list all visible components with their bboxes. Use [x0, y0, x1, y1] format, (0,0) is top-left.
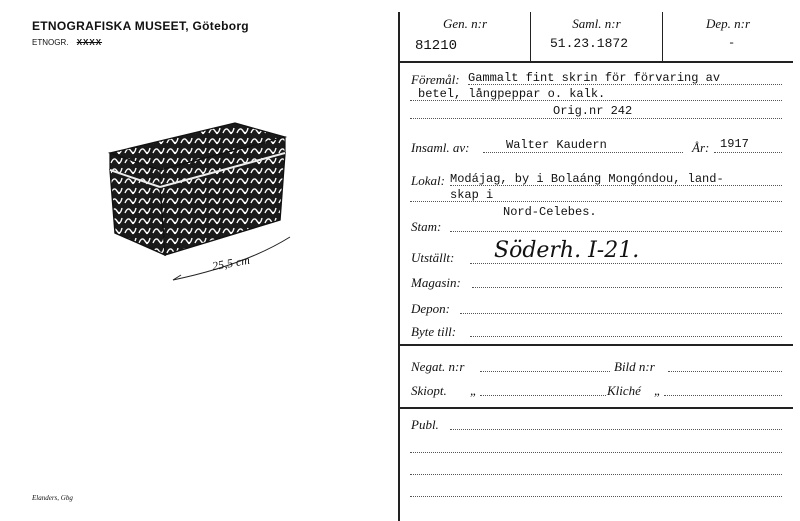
- magasin-dotline: [472, 287, 782, 288]
- foremal-dotline-3: [410, 118, 782, 119]
- bild-label: Bild n:r: [614, 359, 655, 374]
- publ-dotline-3: [410, 474, 782, 475]
- stam-label: Stam:: [411, 219, 442, 234]
- ar-label: År:: [692, 140, 710, 155]
- skiopt-dotline: [480, 395, 606, 396]
- lokal-line1: Modájag, by i Bolaáng Mongóndou, land-: [450, 172, 724, 186]
- byte-dotline: [470, 336, 782, 337]
- foremal-line1: Gammalt fint skrin för förvaring av: [468, 71, 721, 85]
- depon-dotline: [460, 313, 782, 314]
- museum-name: ETNOGRAFISKA MUSEET, Göteborg: [32, 19, 249, 33]
- card-left-border: [398, 12, 400, 521]
- ar-dotline: [714, 152, 782, 153]
- saml-value: 51.23.1872: [550, 36, 629, 51]
- lokal-dotline-2: [410, 201, 782, 202]
- depon-label: Depon:: [411, 301, 450, 316]
- section-divider-2: [398, 407, 793, 409]
- publ-label: Publ.: [411, 417, 439, 432]
- dep-value: -: [728, 36, 736, 50]
- utstallt-value: Söderh. I-21.: [494, 238, 640, 263]
- skiopt-ditto: „: [470, 383, 478, 398]
- publ-dotline-1: [450, 429, 782, 430]
- foremal-line3: Orig.nr 242: [553, 104, 633, 118]
- byte-label: Byte till:: [411, 324, 457, 339]
- box-sketch: [95, 115, 305, 295]
- gen-label: Gen. n:r: [442, 16, 488, 31]
- foremal-dotline-2: [410, 100, 782, 101]
- dimension-note: 25,5 cm: [210, 252, 251, 274]
- utstallt-dotline: [470, 263, 782, 264]
- header-divider: [398, 61, 793, 63]
- gen-value: 81210: [415, 38, 458, 54]
- etnogr-label: ETNOGR.: [32, 38, 69, 47]
- negat-dotline: [480, 371, 610, 372]
- lokal-label: Lokal:: [411, 173, 445, 188]
- lokal-line3: Nord-Celebes.: [503, 205, 597, 219]
- foremal-label: Föremål:: [411, 72, 460, 87]
- ar-value: 1917: [720, 137, 749, 151]
- skiopt-label: Skiopt.: [411, 383, 447, 398]
- etnogr-line: [32, 38, 102, 47]
- bild-dotline: [668, 371, 782, 372]
- kliche-label: Kliché: [607, 383, 641, 398]
- utstallt-label: Utställt:: [411, 250, 455, 265]
- magasin-label: Magasin:: [411, 275, 461, 290]
- saml-label: Saml. n:r: [572, 16, 621, 31]
- lokal-line2: skap i: [450, 188, 494, 202]
- foremal-line2: betel, långpeppar o. kalk.: [418, 87, 606, 101]
- kliche-ditto: „: [654, 383, 662, 398]
- stam-dotline: [450, 231, 782, 232]
- lokal-dotline-1: [450, 185, 782, 186]
- insaml-dotline: [483, 152, 683, 153]
- publ-dotline-4: [410, 496, 782, 497]
- foremal-dotline-1: [468, 84, 782, 85]
- dep-label: Dep. n:r: [705, 16, 751, 31]
- section-divider-1: [398, 344, 793, 346]
- negat-label: Negat. n:r: [411, 359, 465, 374]
- publ-dotline-2: [410, 452, 782, 453]
- insaml-value: Walter Kaudern: [506, 138, 607, 152]
- insaml-label: Insaml. av:: [411, 140, 470, 155]
- printer-imprint: Elanders, Gbg: [32, 494, 73, 502]
- kliche-dotline: [664, 395, 782, 396]
- etnogr-code: XXXX: [76, 38, 103, 47]
